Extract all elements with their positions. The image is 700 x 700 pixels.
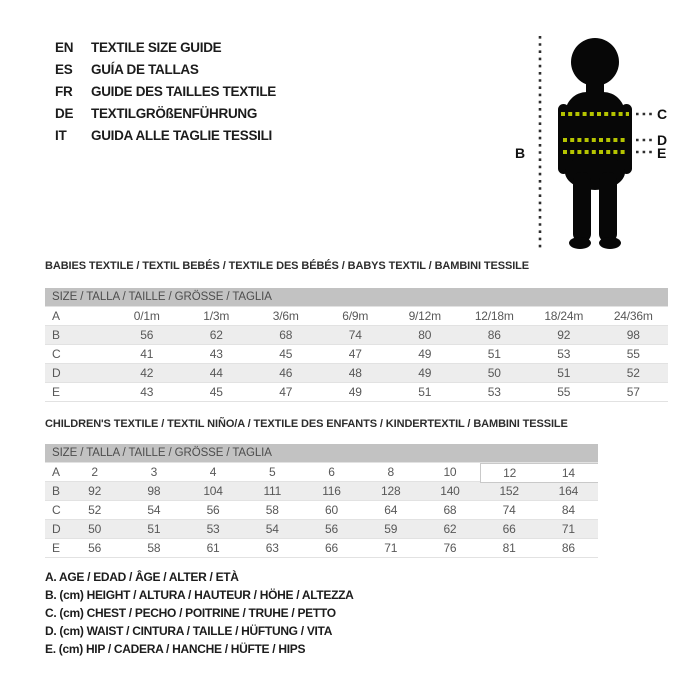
- table-row-B: [45, 481, 598, 500]
- row-label: C: [52, 503, 61, 517]
- table-row-B: [45, 325, 668, 344]
- guide-title: GUIDA ALLE TAGLIE TESSILI: [91, 127, 272, 143]
- table-cell: 51: [557, 366, 571, 380]
- table-cell: 116: [322, 484, 341, 498]
- table-row-C: [45, 500, 598, 519]
- measurement-legend: [45, 568, 354, 658]
- children-table: [45, 444, 598, 558]
- table-cell: 1/3m: [203, 309, 230, 323]
- row-label: B: [52, 328, 60, 342]
- table-cell: 68: [279, 328, 293, 342]
- child-silhouette: [558, 38, 632, 249]
- table-cell: 3: [150, 465, 158, 479]
- children-section: [45, 418, 598, 558]
- table-cell: 71: [561, 522, 575, 536]
- children-section-title: CHILDREN'S TEXTILE / TEXTIL NIÑO/A / TEXTILE DES ENFANTS / KINDERTEXTIL / BAMBINI TESSILE: [45, 418, 568, 430]
- legend-age: A. AGE / EDAD / ÂGE / ALTER / ETÀ: [45, 570, 239, 584]
- row-label: D: [52, 366, 61, 380]
- babies-section-title: BABIES TEXTILE / TEXTIL BEBÉS / TEXTILE DES BÉBÉS / BABYS TEXTIL / BAMBINI TESSILE: [45, 260, 530, 272]
- table-row-D: [45, 519, 598, 538]
- chest-label: C: [657, 106, 668, 122]
- language-code: DE: [55, 105, 74, 121]
- table-row-C: [45, 344, 668, 363]
- table-cell: 43: [209, 347, 223, 361]
- babies-section: [45, 260, 668, 402]
- language-row-it: [55, 124, 276, 146]
- table-cell: 74: [502, 503, 516, 517]
- table-cell: 81: [502, 541, 516, 555]
- table-cell: 18/24m: [544, 309, 584, 323]
- table-cell: 62: [209, 328, 223, 342]
- table-cell: 51: [418, 385, 432, 399]
- table-cell: 98: [147, 484, 161, 498]
- table-cell: 48: [348, 366, 362, 380]
- table-cell: 10: [443, 465, 457, 479]
- legend-height: B. (cm) HEIGHT / ALTURA / HAUTEUR / HÖHE / ALTEZZA: [45, 588, 354, 602]
- table-cell: 12: [480, 463, 539, 483]
- table-row-A: [45, 462, 598, 481]
- language-title-block: [55, 36, 276, 146]
- table-cell: 41: [140, 347, 154, 361]
- table-cell: 164: [558, 484, 579, 498]
- table-cell: 51: [147, 522, 161, 536]
- table-cell: 104: [203, 484, 223, 498]
- table-cell: 54: [147, 503, 161, 517]
- table-cell: 55: [557, 385, 571, 399]
- legend-waist: D. (cm) WAIST / CINTURA / TAILLE / HÜFTUNG / VITA: [45, 624, 333, 638]
- table-cell: 46: [279, 366, 293, 380]
- guide-title: TEXTILGRÖßENFÜHRUNG: [91, 105, 258, 121]
- table-cell: 61: [206, 541, 220, 555]
- table-cell: 47: [279, 385, 293, 399]
- language-code: IT: [55, 127, 67, 143]
- table-cell: 49: [418, 366, 432, 380]
- babies-table-body: [45, 306, 668, 402]
- row-label: A: [52, 309, 60, 323]
- row-label: D: [52, 522, 61, 536]
- guide-title: GUÍA DE TALLAS: [91, 61, 199, 77]
- table-cell: 51: [487, 347, 501, 361]
- table-cell: 47: [348, 347, 362, 361]
- table-cell: 0/1m: [133, 309, 160, 323]
- table-cell: 24/36m: [613, 309, 653, 323]
- language-row-es: [55, 58, 276, 80]
- row-label: A: [52, 465, 60, 479]
- table-cell: 45: [279, 347, 293, 361]
- hip-label: E: [657, 145, 667, 161]
- babies-table: [45, 288, 668, 402]
- table-cell: 52: [88, 503, 102, 517]
- table-cell: 8: [387, 465, 394, 479]
- size-header-row: SIZE / TALLA / TAILLE / GRÖSSE / TAGLIA: [45, 288, 668, 306]
- table-row-D: [45, 363, 668, 382]
- table-cell: 58: [147, 541, 161, 555]
- table-cell: 42: [140, 366, 154, 380]
- size-header-row: SIZE / TALLA / TAILLE / GRÖSSE / TAGLIA: [45, 444, 598, 462]
- table-cell: 68: [443, 503, 457, 517]
- table-cell: 60: [325, 503, 338, 517]
- table-cell: 43: [140, 385, 154, 399]
- table-cell: 2: [91, 465, 98, 479]
- table-row-A: [45, 306, 668, 325]
- table-cell: 98: [626, 328, 640, 342]
- table-cell: 52: [626, 366, 640, 380]
- legend-hip: E. (cm) HIP / CADERA / HANCHE / HÜFTE / HIPS: [45, 642, 306, 656]
- table-cell: 56: [325, 522, 338, 536]
- table-row-E: [45, 382, 668, 401]
- table-cell: 59: [384, 522, 398, 536]
- table-cell: 53: [487, 385, 501, 399]
- table-cell: 62: [443, 522, 457, 536]
- child-silhouette-figure: [495, 12, 695, 262]
- language-code: FR: [55, 83, 73, 99]
- guide-title: GUIDE DES TAILLES TEXTILE: [91, 83, 277, 99]
- table-cell: 56: [206, 503, 220, 517]
- table-cell: 14: [539, 463, 598, 483]
- table-cell: 45: [209, 385, 223, 399]
- table-cell: 86: [487, 328, 501, 342]
- table-cell: 4: [209, 465, 217, 479]
- waist-label: D: [657, 132, 668, 148]
- table-cell: 86: [561, 541, 575, 555]
- table-cell: 3/6m: [272, 309, 299, 323]
- table-cell: 58: [265, 503, 279, 517]
- row-label: E: [52, 385, 60, 399]
- row-label: C: [52, 347, 61, 361]
- table-cell: 9/12m: [408, 309, 441, 323]
- table-cell: 111: [263, 484, 282, 498]
- table-cell: 128: [381, 484, 401, 498]
- legend-chest: C. (cm) CHEST / PECHO / POITRINE / TRUHE / PETTO: [45, 606, 336, 620]
- table-cell: 50: [88, 522, 102, 536]
- height-label: B: [515, 145, 526, 161]
- table-cell: 80: [418, 328, 432, 342]
- table-cell: 64: [384, 503, 398, 517]
- language-row-de: [55, 102, 276, 124]
- children-table-body: [45, 462, 598, 558]
- table-cell: 6: [328, 465, 335, 479]
- guide-title: TEXTILE SIZE GUIDE: [91, 39, 222, 55]
- table-cell: 63: [265, 541, 279, 555]
- table-cell: 57: [626, 385, 640, 399]
- table-cell: 152: [499, 484, 519, 498]
- language-code: EN: [55, 39, 74, 55]
- table-cell: 66: [325, 541, 338, 555]
- language-code: ES: [55, 61, 73, 77]
- table-cell: 5: [269, 465, 276, 479]
- table-cell: 84: [561, 503, 575, 517]
- table-cell: 12/18m: [474, 309, 514, 323]
- row-label: B: [52, 484, 60, 498]
- table-cell: 53: [557, 347, 571, 361]
- table-cell: 55: [626, 347, 640, 361]
- table-cell: 66: [502, 522, 516, 536]
- row-label: E: [52, 541, 60, 555]
- table-cell: 44: [209, 366, 223, 380]
- table-cell: 49: [348, 385, 362, 399]
- table-cell: 54: [265, 522, 279, 536]
- table-cell: 6/9m: [342, 309, 369, 323]
- language-row-en: [55, 36, 276, 58]
- table-cell: 92: [557, 328, 571, 342]
- table-cell: 140: [440, 484, 460, 498]
- table-cell: 53: [206, 522, 220, 536]
- language-row-fr: [55, 80, 276, 102]
- table-cell: 92: [88, 484, 102, 498]
- table-row-E: [45, 538, 598, 557]
- table-cell: 56: [140, 328, 154, 342]
- table-cell: 49: [418, 347, 432, 361]
- table-cell: 74: [348, 328, 362, 342]
- table-cell: 76: [443, 541, 457, 555]
- table-cell: 56: [88, 541, 102, 555]
- table-cell: 50: [487, 366, 501, 380]
- table-cell: 71: [384, 541, 398, 555]
